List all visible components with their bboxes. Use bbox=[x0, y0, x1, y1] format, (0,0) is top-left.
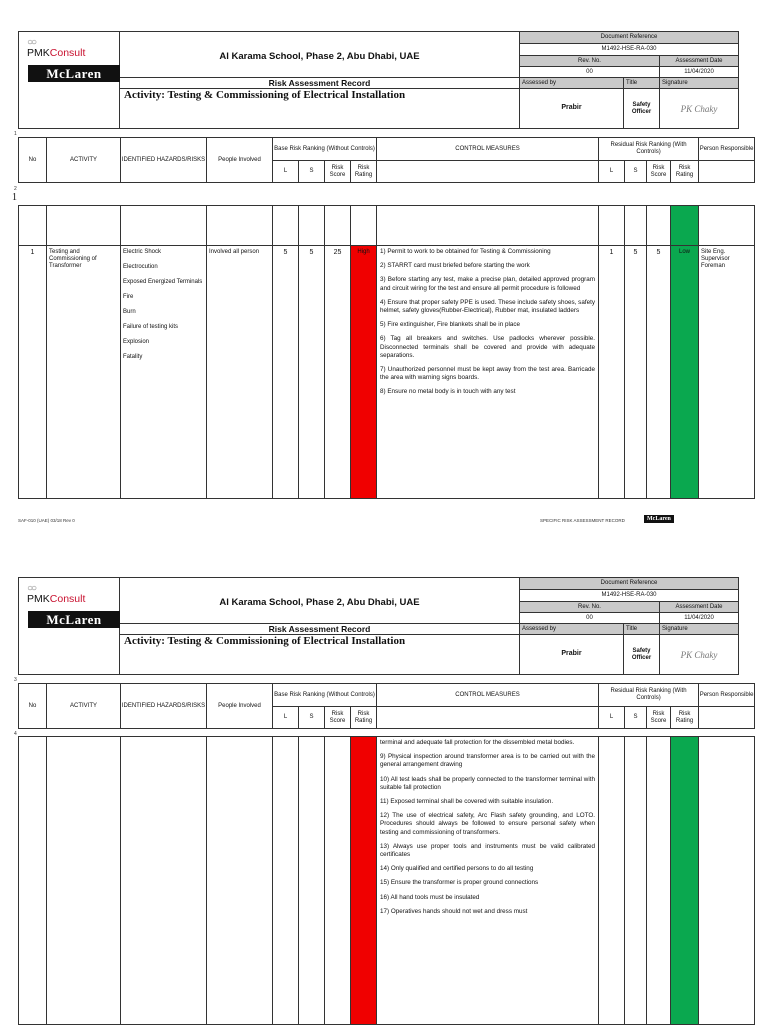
row-no: 1 bbox=[19, 246, 47, 499]
control-item: 13) Always use proper tools and instruments must be valid calibrated certificates bbox=[380, 842, 595, 859]
doc-ref-value: M1492-HSE-RA-030 bbox=[520, 44, 739, 56]
base-rating-high-continued bbox=[351, 737, 377, 1025]
doc-ref-value: M1492-HSE-RA-030 bbox=[520, 590, 739, 602]
signature-label: Signature bbox=[660, 78, 739, 89]
col-base-score: Risk Score bbox=[325, 161, 351, 183]
section-marker: 1 bbox=[12, 192, 17, 203]
control-item: 5) Fire extinguisher, Fire blankets shall be in place bbox=[380, 321, 521, 329]
control-item: 8) Ensure no metal body is in touch with any test bbox=[380, 388, 516, 396]
record-title: Risk Assessment Record bbox=[120, 78, 520, 89]
header-table-1 bbox=[18, 31, 739, 129]
footer-title: SPECIFIC RISK ASSESSMENT RECORD bbox=[540, 518, 625, 523]
col-control-blank bbox=[377, 707, 599, 729]
section-marker: 1 bbox=[14, 131, 17, 137]
base-rating-high: High bbox=[351, 246, 377, 499]
signature-label: Signature bbox=[660, 624, 739, 635]
control-item: 7) Unauthorized personnel must be kept away from the test area. Barricade the area with warning signs boards. bbox=[380, 366, 595, 382]
col-person: Person Responsible bbox=[699, 684, 755, 707]
col-person-blank bbox=[699, 707, 755, 729]
assess-date-label: Assessment Date bbox=[660, 602, 739, 613]
column-header-table-1 bbox=[18, 137, 755, 183]
control-item: 10) All test leads shall be properly connected to the transformer terminal with suitable fall protection bbox=[380, 775, 595, 791]
res-l-value: 1 bbox=[599, 246, 625, 499]
title-label: Title bbox=[624, 78, 660, 89]
activity-title: Activity: Testing & Commissioning of Electrical Installation bbox=[120, 635, 520, 675]
res-rating-low: Low bbox=[671, 246, 699, 499]
hazard-item: Fire bbox=[123, 294, 134, 300]
assess-date-value: 11/04/2020 bbox=[660, 67, 739, 78]
col-res-s: S bbox=[625, 707, 647, 729]
res-score-value: 5 bbox=[647, 246, 671, 499]
base-s-value: 5 bbox=[299, 246, 325, 499]
assess-date-label: Assessment Date bbox=[660, 56, 739, 67]
control-item: terminal and adequate fall protection for the dissembled metal bodies. bbox=[380, 739, 575, 746]
hazard-item: Electrocution bbox=[123, 264, 158, 270]
assessed-by-label: Assessed by bbox=[520, 624, 624, 635]
col-base-l: L bbox=[273, 707, 299, 729]
control-item: 9) Physical inspection around transformer area is to be carried out with the general arrangement drawing bbox=[380, 753, 595, 769]
col-people: People Involved bbox=[207, 684, 273, 729]
rev-value: 00 bbox=[520, 67, 660, 78]
control-item: 12) The use of electrical safety, Arc Flash safety grounding, and LOTO. Procedures should always be followed to ensure personal safety when testing and commissioning of transformers. bbox=[380, 812, 595, 836]
title-label: Title bbox=[624, 624, 660, 635]
control-item: 11) Exposed terminal shall be covered with suitable insulation. bbox=[380, 798, 554, 806]
assess-date-value: 11/04/2020 bbox=[660, 613, 739, 624]
signature: PK Chaky bbox=[660, 89, 739, 129]
row-responsible: Site Eng. Supervisor Foreman bbox=[699, 246, 755, 499]
rev-label: Rev. No. bbox=[520, 56, 660, 67]
col-person: Person Responsible bbox=[699, 138, 755, 161]
control-measures-continued bbox=[377, 737, 599, 1025]
section-marker: 2 bbox=[14, 186, 17, 192]
base-score-value: 25 bbox=[325, 246, 351, 499]
col-res-s: S bbox=[625, 161, 647, 183]
col-res-l: L bbox=[599, 161, 625, 183]
col-res-l: L bbox=[599, 707, 625, 729]
col-no: No bbox=[19, 138, 47, 183]
risk-row-table-2 bbox=[18, 736, 755, 1025]
base-l-value: 5 bbox=[273, 246, 299, 499]
col-base-s: S bbox=[299, 161, 325, 183]
assessor-title: Safety Officer bbox=[624, 89, 660, 129]
col-res-score: Risk Score bbox=[647, 707, 671, 729]
signature: PK Chaky bbox=[660, 635, 739, 675]
col-res-rating: Risk Rating bbox=[671, 161, 699, 183]
doc-ref-label: Document Reference bbox=[520, 578, 739, 590]
project-title: Al Karama School, Phase 2, Abu Dhabi, UAE bbox=[120, 32, 520, 78]
hazard-item: Explosion bbox=[123, 339, 150, 345]
record-title: Risk Assessment Record bbox=[120, 624, 520, 635]
col-control-blank bbox=[377, 161, 599, 183]
assessor-title: Safety Officer bbox=[624, 635, 660, 675]
hazard-item: Electric Shock bbox=[123, 249, 162, 255]
pmk-consult-logo: ○○ PMKConsult bbox=[27, 583, 86, 605]
logo-block bbox=[19, 578, 120, 675]
control-item: 6) Tag all breakers and switches. Use padlocks wherever possible. Disconnected terminals shall be covered and provide with adequate separations. bbox=[380, 335, 595, 359]
footer-form-code: SAF-010 (UAE) 03/18 Rev 0 bbox=[18, 518, 75, 523]
pmk-consult-logo: ○○ PMKConsult bbox=[27, 37, 86, 59]
control-item: 15) Ensure the transformer is proper ground connections bbox=[380, 879, 539, 887]
col-res-score: Risk Score bbox=[647, 161, 671, 183]
col-activity: ACTIVITY bbox=[47, 138, 121, 183]
res-rating-low-continued bbox=[671, 737, 699, 1025]
hazard-item: Burn bbox=[123, 309, 136, 315]
risk-row-table-1 bbox=[18, 205, 755, 499]
control-item: 14) Only qualified and certified persons to do all testing bbox=[380, 865, 534, 873]
col-base-s: S bbox=[299, 707, 325, 729]
col-base-rating: Risk Rating bbox=[351, 707, 377, 729]
col-residual-risk: Residual Risk Ranking (With Controls) bbox=[599, 138, 699, 161]
col-base-risk: Base Risk Ranking (Without Controls) bbox=[273, 684, 377, 707]
footer-mclaren-logo: McLaren bbox=[644, 515, 674, 523]
col-hazards: IDENTIFIED HAZARDS/RISKS bbox=[121, 684, 207, 729]
assessor-name: Prabir bbox=[520, 89, 624, 129]
control-item: 3) Before starting any test, make a precise plan, detailed approved program and circuit wiring for the test and ensure all permit procedure is followed bbox=[380, 276, 595, 292]
row-people: Involved all person bbox=[207, 246, 273, 499]
control-item: 2) STARRT card must briefed before starting the work bbox=[380, 262, 530, 270]
control-measures bbox=[377, 246, 599, 499]
rev-value: 00 bbox=[520, 613, 660, 624]
hazard-item: Fatality bbox=[123, 354, 143, 360]
col-activity: ACTIVITY bbox=[47, 684, 121, 729]
col-residual-risk: Residual Risk Ranking (With Controls) bbox=[599, 684, 699, 707]
assessor-name: Prabir bbox=[520, 635, 624, 675]
col-base-score: Risk Score bbox=[325, 707, 351, 729]
activity-title: Activity: Testing & Commissioning of Electrical Installation bbox=[120, 89, 520, 129]
hazard-item: Failure of testing kits bbox=[123, 324, 179, 330]
control-item: 17) Operatives hands should not wet and dress must bbox=[380, 907, 528, 915]
control-item: 1) Permit to work to be obtained for Testing & Commissioning bbox=[380, 248, 551, 255]
row-activity: Testing and Commissioning of Transformer bbox=[47, 246, 121, 499]
res-s-value: 5 bbox=[625, 246, 647, 499]
col-base-rating: Risk Rating bbox=[351, 161, 377, 183]
col-base-l: L bbox=[273, 161, 299, 183]
section-marker: 3 bbox=[14, 677, 17, 683]
assessed-by-label: Assessed by bbox=[520, 78, 624, 89]
mclaren-logo: McLaren bbox=[28, 611, 120, 628]
logo-block bbox=[19, 32, 120, 129]
mclaren-logo: McLaren bbox=[28, 65, 120, 82]
col-person-blank bbox=[699, 161, 755, 183]
col-control: CONTROL MEASURES bbox=[377, 684, 599, 707]
project-title: Al Karama School, Phase 2, Abu Dhabi, UAE bbox=[120, 578, 520, 624]
col-control: CONTROL MEASURES bbox=[377, 138, 599, 161]
control-item: 16) All hand tools must be insulated bbox=[380, 893, 480, 901]
col-no: No bbox=[19, 684, 47, 729]
rev-label: Rev. No. bbox=[520, 602, 660, 613]
column-header-table-2 bbox=[18, 683, 755, 729]
hazard-item: Exposed Energized Terminals bbox=[123, 279, 203, 285]
doc-ref-label: Document Reference bbox=[520, 32, 739, 44]
col-people: People Involved bbox=[207, 138, 273, 183]
header-table-2 bbox=[18, 577, 739, 675]
section-marker: 4 bbox=[14, 731, 17, 737]
hazard-list bbox=[121, 246, 207, 499]
col-base-risk: Base Risk Ranking (Without Controls) bbox=[273, 138, 377, 161]
control-item: 4) Ensure that proper safety PPE is used. These include safety shoes, safety helmet, safety gloves(Rubber-Electrical), Rubber mat, insulated ladders bbox=[380, 298, 595, 315]
col-hazards: IDENTIFIED HAZARDS/RISKS bbox=[121, 138, 207, 183]
col-res-rating: Risk Rating bbox=[671, 707, 699, 729]
